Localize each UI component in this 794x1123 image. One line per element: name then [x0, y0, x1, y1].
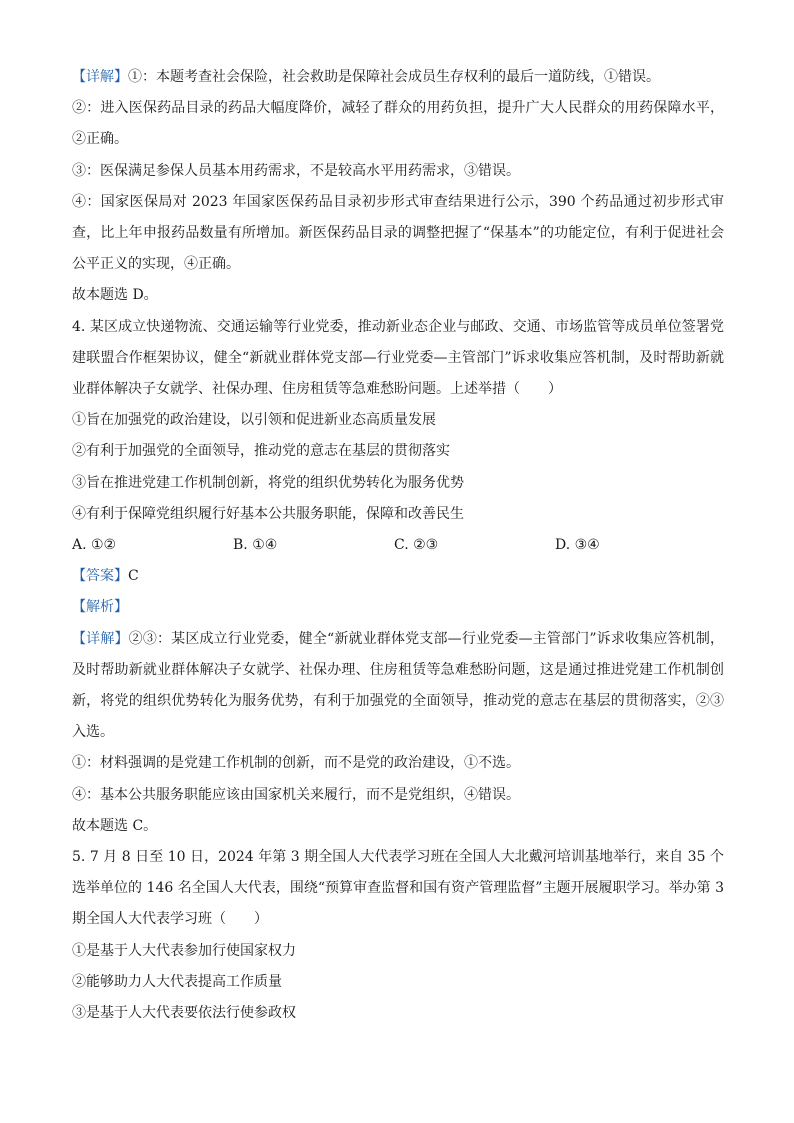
q3-conclusion: 故本题选 D。	[72, 287, 158, 304]
q4-option-c: C. ②③	[394, 537, 439, 554]
q5-item-1: ①是基于人大代表参加行使国家权力	[72, 942, 296, 959]
q4-analysis	[72, 592, 724, 623]
q4-stem: 4. 某区成立快递物流、交通运输等行业党委，推动新业态企业与邮政、交通、市场监管等成员单位签署党建联盟合作框架协议，健全“新就业群体党支部—行业党委—主管部门”诉求收集应答机制，及时帮助新就业群体解决子女就学、社保办理、住房租赁等急难愁盼问题。上述举措（ ）	[72, 318, 724, 398]
answer-tag: 【答案】	[72, 568, 128, 585]
q4-options	[72, 530, 724, 561]
q5-item-3: ③是基于人大代表要依法行使参政权	[72, 1005, 296, 1022]
q4-detail-line1: 【详解】②③：某区成立行业党委，健全“新就业群体党支部—行业党委—主管部门”诉求收集应答机制，及时帮助新就业群体解决子女就学、社保办理、住房租赁等急难愁盼问题，这是通过推进党建工作机制创新，将党的组织优势转化为服务优势，有利于加强党的全面领导，推动党的意志在基层的贯彻落实，②③入选。	[72, 630, 725, 741]
q4-conclusion: 故本题选 C。	[72, 817, 158, 834]
q4-line2: ①：材料强调的是党建工作机制的创新，而不是党的政治建设，①不选。	[72, 755, 520, 772]
q4-option-a: A. ①②	[72, 537, 117, 554]
q4-item-2: ②有利于加强党的全面领导，推动党的意志在基层的贯彻落实	[72, 443, 450, 460]
q3-line3: ③：医保满足参保人员基本用药需求，不是较高水平用药需求，③错误。	[72, 162, 520, 179]
q4-option-b: B. ①④	[233, 537, 278, 554]
q4-option-d: D. ③④	[555, 537, 600, 554]
q4-answer	[72, 561, 724, 592]
q5-item-2: ②能够助力人大代表提高工作质量	[72, 973, 282, 990]
q4-item-3: ③旨在推进党建工作机制创新，将党的组织优势转化为服务优势	[72, 474, 464, 491]
q4-item-4: ④有利于保障党组织履行好基本公共服务职能，保障和改善民生	[72, 505, 464, 522]
analysis-tag: 【解析】	[72, 599, 128, 616]
q4-item-1: ①旨在加强党的政治建设，以引领和促进新业态高质量发展	[72, 412, 436, 429]
answer-value: C	[128, 568, 139, 585]
document-page	[72, 62, 724, 1029]
q4-line3: ④：基本公共服务职能应该由国家机关来履行，而不是党组织，④错误。	[72, 786, 520, 803]
q5-stem: 5. 7 月 8 日至 10 日，2024 年第 3 期全国人大代表学习班在全国人大北戴河培训基地举行，来自 35 个选举单位的 146 名全国人大代表，围绕“预算审查监督和国有资产管理监督”主题开展履职学习。举办第 3 期全国人大代表学习班（ ）	[72, 849, 724, 928]
detail-tag: 【详解】	[72, 630, 129, 647]
q3-line4: ④：国家医保局对 2023 年国家医保药品目录初步形式审查结果进行公示，390 个药品通过初步形式审查，比上年申报药品数量有所增加。新医保药品目录的调整把握了“保基本”的功能定位，有利于促进社会公平正义的实现，④正确。	[72, 193, 724, 273]
detail-tag: 【详解】	[72, 69, 128, 85]
q3-detail-line1: 【详解】①：本题考查社会保险，社会救助是保障社会成员生存权利的最后一道防线，①错误。	[72, 69, 660, 85]
q3-line2: ②：进入医保药品目录的药品大幅度降价，减轻了群众的用药负担，提升广大人民群众的用药保障水平，②正确。	[72, 100, 724, 148]
